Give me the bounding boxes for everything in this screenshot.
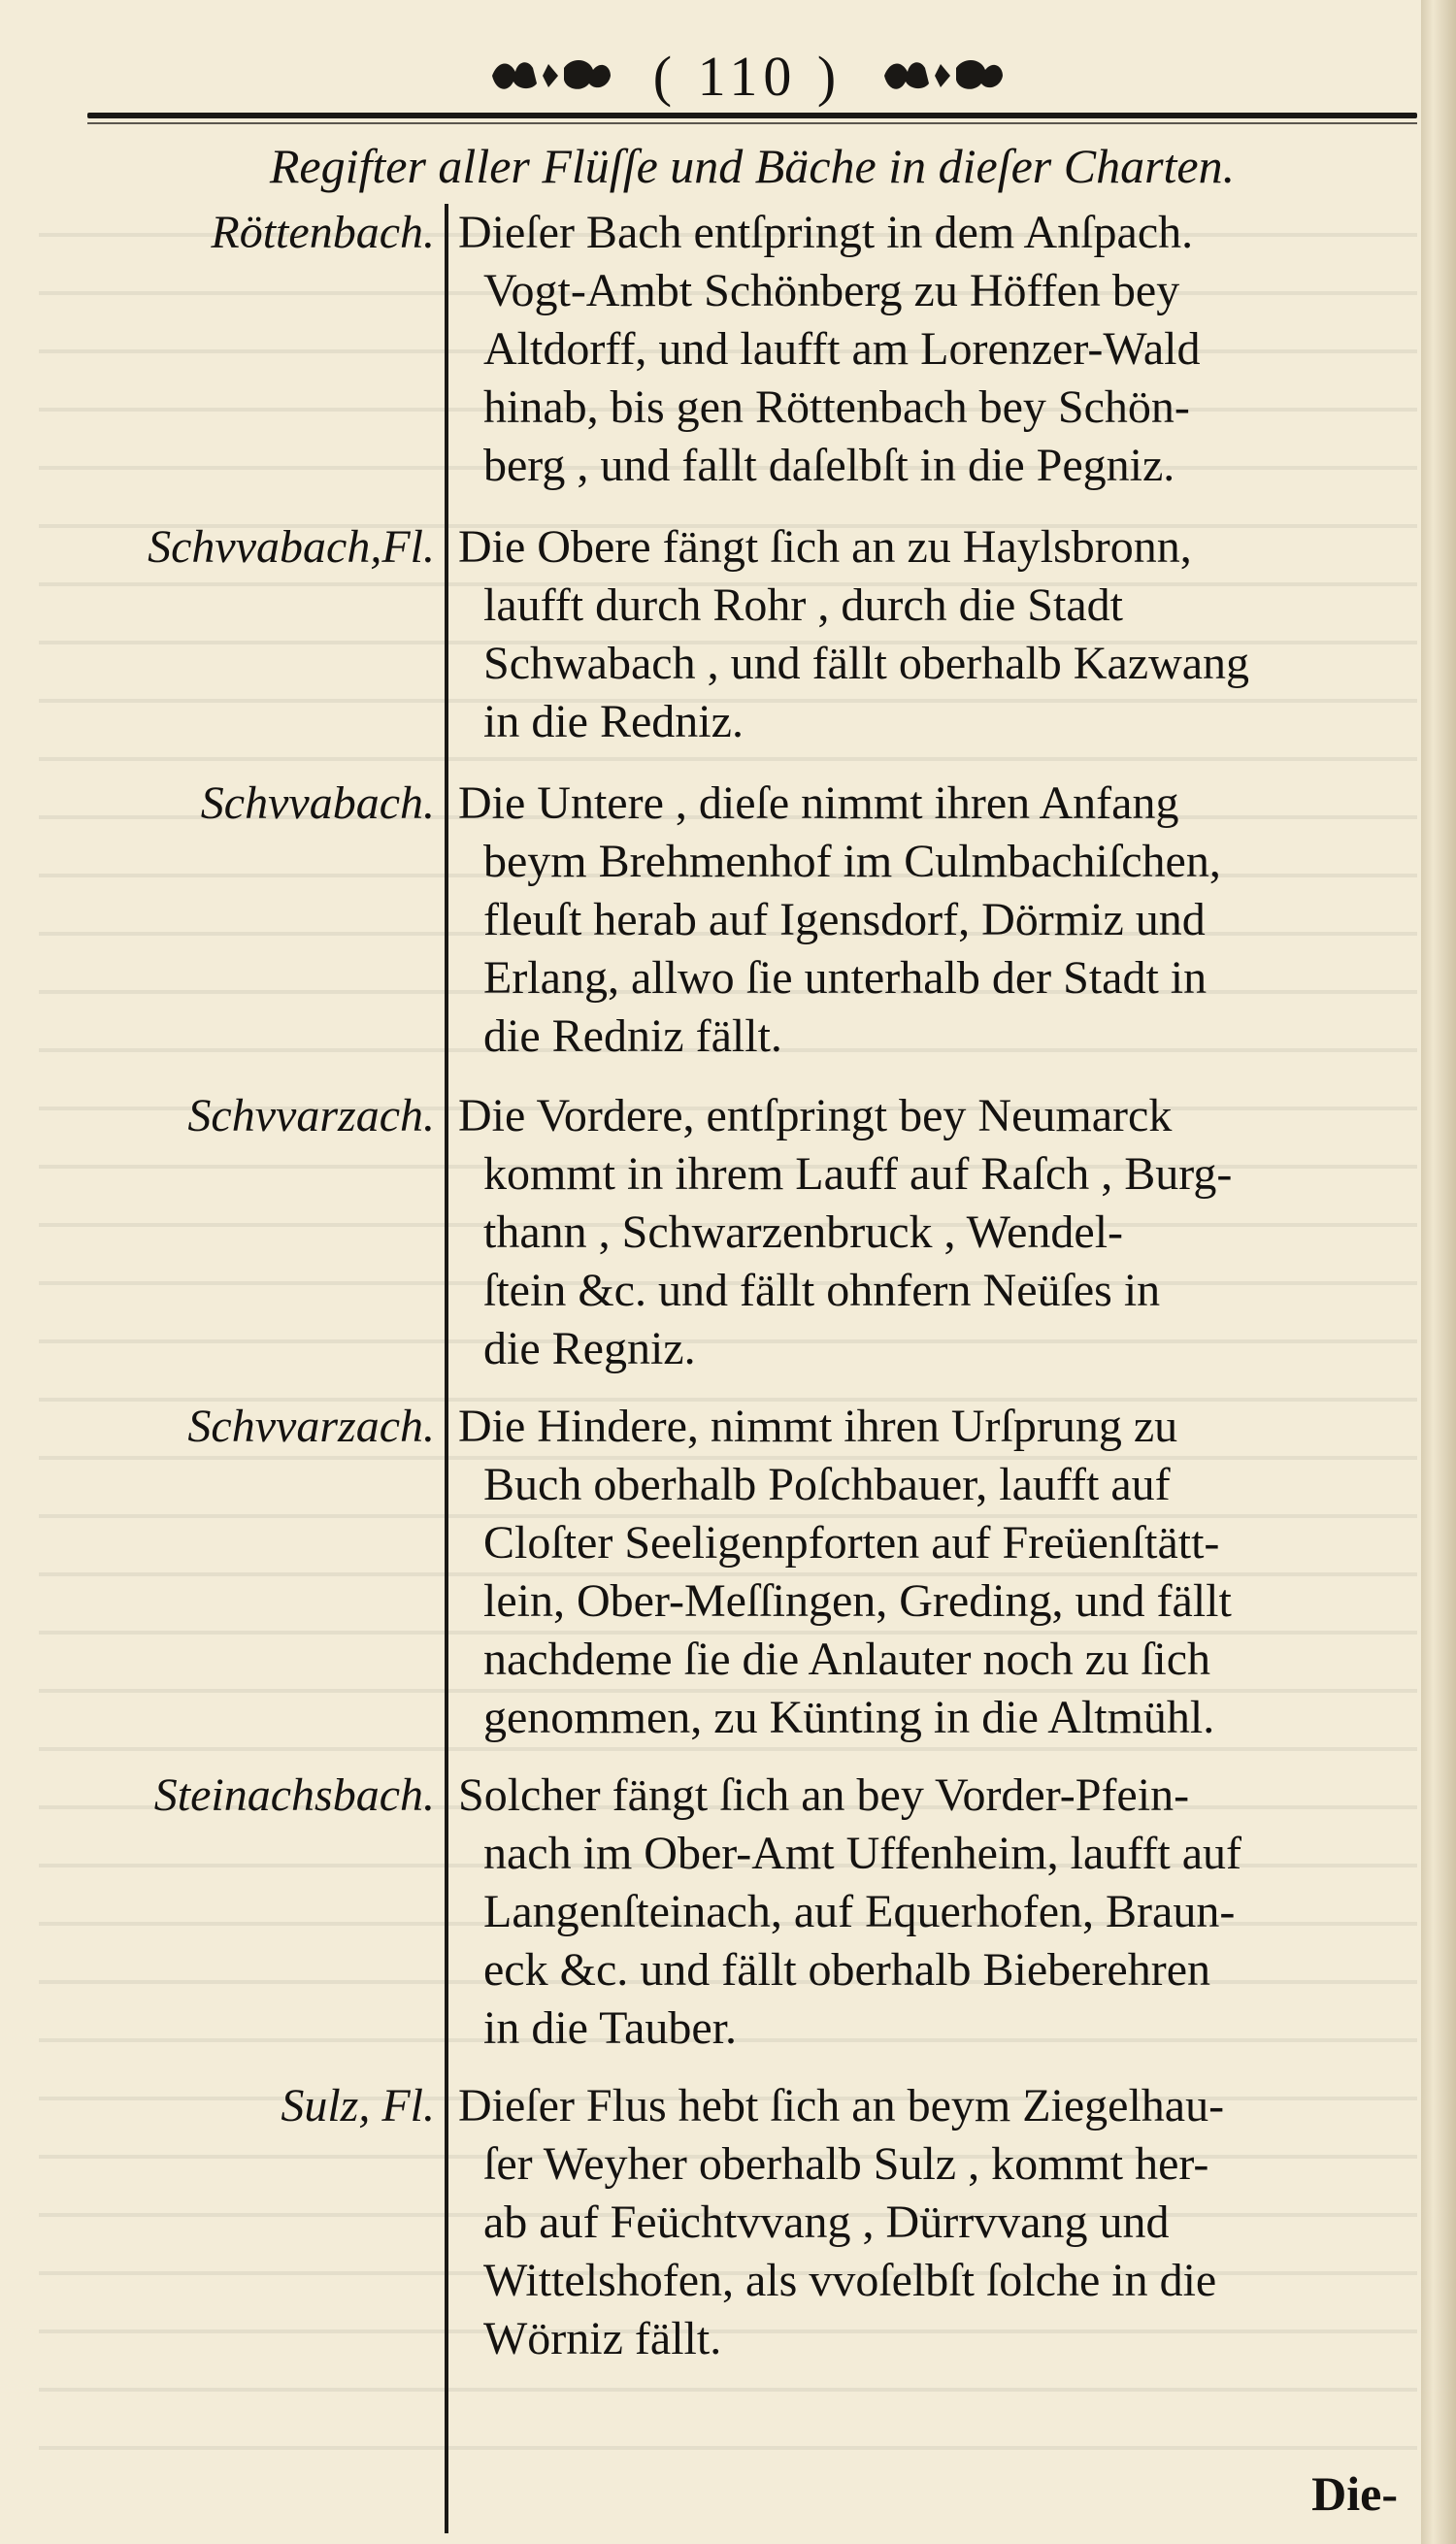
desc-line: Die Untere , dieſe nimmt ihren Anfang: [458, 777, 1179, 829]
desc-line: kommt in ihrem Lauff auf Raſch , Burg-: [483, 1148, 1233, 1200]
desc-line: Erlang, allwo ſie unterhalb der Stadt in: [483, 952, 1208, 1004]
desc-line: Dieſer Flus hebt ſich an beym Ziegelhau-: [458, 2080, 1225, 2131]
ornament-icon: [488, 54, 614, 97]
entry-description: [458, 775, 1409, 1066]
desc-line: Dieſer Bach entſpringt in dem Anſpach.: [458, 207, 1194, 258]
page-number: ( 110 ): [652, 44, 843, 108]
desc-line: Langenſteinach, auf Equerhofen, Braun-: [483, 1886, 1236, 1937]
desc-line: hinab, bis gen Röttenbach bey Schön-: [483, 381, 1190, 433]
desc-line: Wittelshofen, als vvoſelbſt ſolche in die: [483, 2255, 1217, 2306]
desc-line: Die Vordere, entſpringt bey Neumarck: [458, 1090, 1173, 1141]
entry-description: [458, 204, 1409, 495]
desc-line: eck &c. und fällt oberhalb Bieberehren: [483, 1944, 1211, 1996]
desc-line: Cloſter Seeligenpforten auf Freüenſtätt-: [483, 1517, 1220, 1569]
page-edge: [1421, 0, 1456, 2544]
desc-line: ſtein &c. und fällt ohnfern Neüſes in: [483, 1265, 1161, 1316]
entry-description: [458, 1398, 1409, 1747]
desc-line: Vogt-Ambt Schönberg zu Höffen bey: [483, 265, 1180, 316]
desc-line: in die Tauber.: [483, 2002, 738, 2054]
desc-line: laufft durch Rohr , durch die Stadt: [483, 579, 1123, 631]
desc-line: Schwabach , und fällt oberhalb Kazwang: [483, 638, 1250, 689]
desc-line: ab auf Feüchtvvang , Dürrvvang und: [483, 2197, 1170, 2248]
desc-line: in die Redniz.: [483, 696, 744, 747]
desc-line: Buch oberhalb Poſchbauer, laufft auf: [483, 1459, 1171, 1510]
entry-description: [458, 1767, 1409, 2058]
desc-line: berg , und fallt daſelbſt in die Pegniz.: [483, 440, 1175, 491]
desc-line: beym Brehmenhof im Culmbachiſchen,: [483, 836, 1221, 887]
entry-name: Schvvabach.: [200, 777, 435, 829]
entry-description: [458, 2077, 1409, 2368]
desc-line: Die Obere fängt ſich an zu Haylsbronn,: [458, 521, 1192, 573]
desc-line: fleuſt herab auf Igensdorf, Dörmiz und: [483, 894, 1206, 945]
entry-description: [458, 518, 1409, 751]
desc-line: Wörniz fällt.: [483, 2313, 722, 2364]
entry-name: Sulz, Fl.: [281, 2080, 435, 2131]
desc-line: Solcher fängt ſich an bey Vorder-Pfein-: [458, 1769, 1190, 1821]
desc-line: nachdeme ſie die Anlauter noch zu ſich: [483, 1634, 1211, 1685]
entry-name: Steinachsbach.: [153, 1769, 435, 1821]
desc-line: die Redniz fällt.: [483, 1010, 782, 1062]
register-title: Regifter aller Flüſſe und Bäche in dieſer Charten.: [269, 139, 1236, 193]
header-rule: [87, 113, 1417, 118]
desc-line: Altdorff, und laufft am Lorenzer-Wald: [483, 323, 1201, 375]
catchword: Die-: [1311, 2466, 1398, 2521]
page-header: [369, 37, 1126, 115]
entry-name: Schvvabach,Fl.: [148, 521, 435, 573]
desc-line: nach im Ober-Amt Uffenheim, laufft auf: [483, 1828, 1242, 1879]
desc-line: genommen, zu Künting in die Altmühl.: [483, 1692, 1215, 1743]
entry-name: Röttenbach.: [211, 207, 435, 258]
header-rule-thin: [87, 122, 1417, 124]
desc-line: thann , Schwarzenbruck , Wendel-: [483, 1206, 1124, 1258]
desc-line: lein, Ober-Meſſingen, Greding, und fällt: [483, 1575, 1232, 1627]
desc-line: die Regniz.: [483, 1323, 696, 1374]
ornament-icon: [880, 54, 1007, 97]
entry-name: Schvvarzach.: [187, 1090, 435, 1141]
column-divider: [445, 204, 448, 2533]
desc-line: ſer Weyher oberhalb Sulz , kommt her-: [483, 2138, 1209, 2190]
entry-description: [458, 1087, 1409, 1378]
desc-line: Die Hindere, nimmt ihren Urſprung zu: [458, 1401, 1178, 1452]
entry-name: Schvvarzach.: [187, 1401, 435, 1452]
